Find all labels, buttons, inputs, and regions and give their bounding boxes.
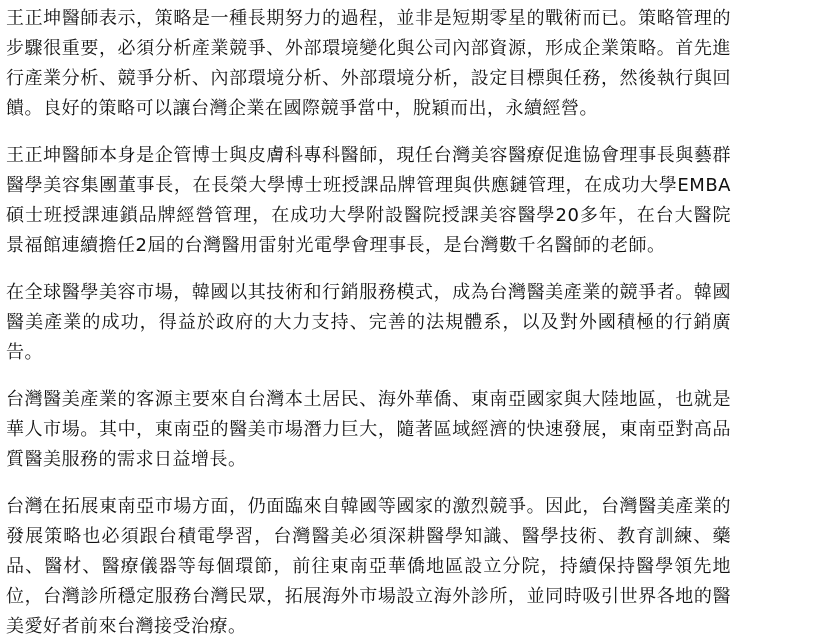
- paragraph-author-credentials: 王正坤醫師本身是企管博士與皮膚科專科醫師，現任台灣美容醫療促進協會理事長與藝群醫學美容集團董事長，在長榮大學博士班授課品牌管理與供應鏈管理，在成功大學EMBA碩士班授課連鎖品牌經營管理，在成功大學附設醫院授課美容醫學20多年，在台大醫院景福館連續擔任2屆的台灣醫用雷射光電學會理事長，是台灣數千名醫師的老師。: [6, 145, 731, 256]
- paragraph-customer-sources: 台灣醫美產業的客源主要來自台灣本土居民、海外華僑、東南亞國家與大陸地區，也就是華人市場。其中，東南亞的醫美市場潛力巨大，隨著區域經濟的快速發展，東南亞對高品質醫美服務的需求日益增長。: [6, 389, 731, 470]
- paragraph-korea-competition: 在全球醫學美容市場，韓國以其技術和行銷服務模式，成為台灣醫美產業的競爭者。韓國醫美產業的成功，得益於政府的大力支持、完善的法規體系，以及對外國積極的行銷廣告。: [6, 282, 731, 363]
- paragraph-strategy-process: 王正坤醫師表示，策略是一種長期努力的過程，並非是短期零星的戰術而已。策略管理的步驟很重要，必須分析產業競爭、外部環境變化與公司內部資源，形成企業策略。首先進行產業分析、競爭分析、內部環境分析、外部環境分析，設定目標與任務，然後執行與回饋。良好的策略可以讓台灣企業在國際競爭當中，脫穎而出，永續經營。: [6, 8, 731, 119]
- paragraph-southeast-asia-strategy: 台灣在拓展東南亞市場方面，仍面臨來自韓國等國家的激烈競爭。因此，台灣醫美產業的發展策略也必須跟台積電學習，台灣醫美必須深耕醫學知識、醫學技術、教育訓練、藥品、醫材、醫療儀器等每個環節，前往東南亞華僑地區設立分院，持續保持醫學領先地位，台灣診所穩定服務台灣民眾，拓展海外市場設立海外診所，並同時吸引世界各地的醫美愛好者前來台灣接受治療。: [6, 496, 731, 637]
